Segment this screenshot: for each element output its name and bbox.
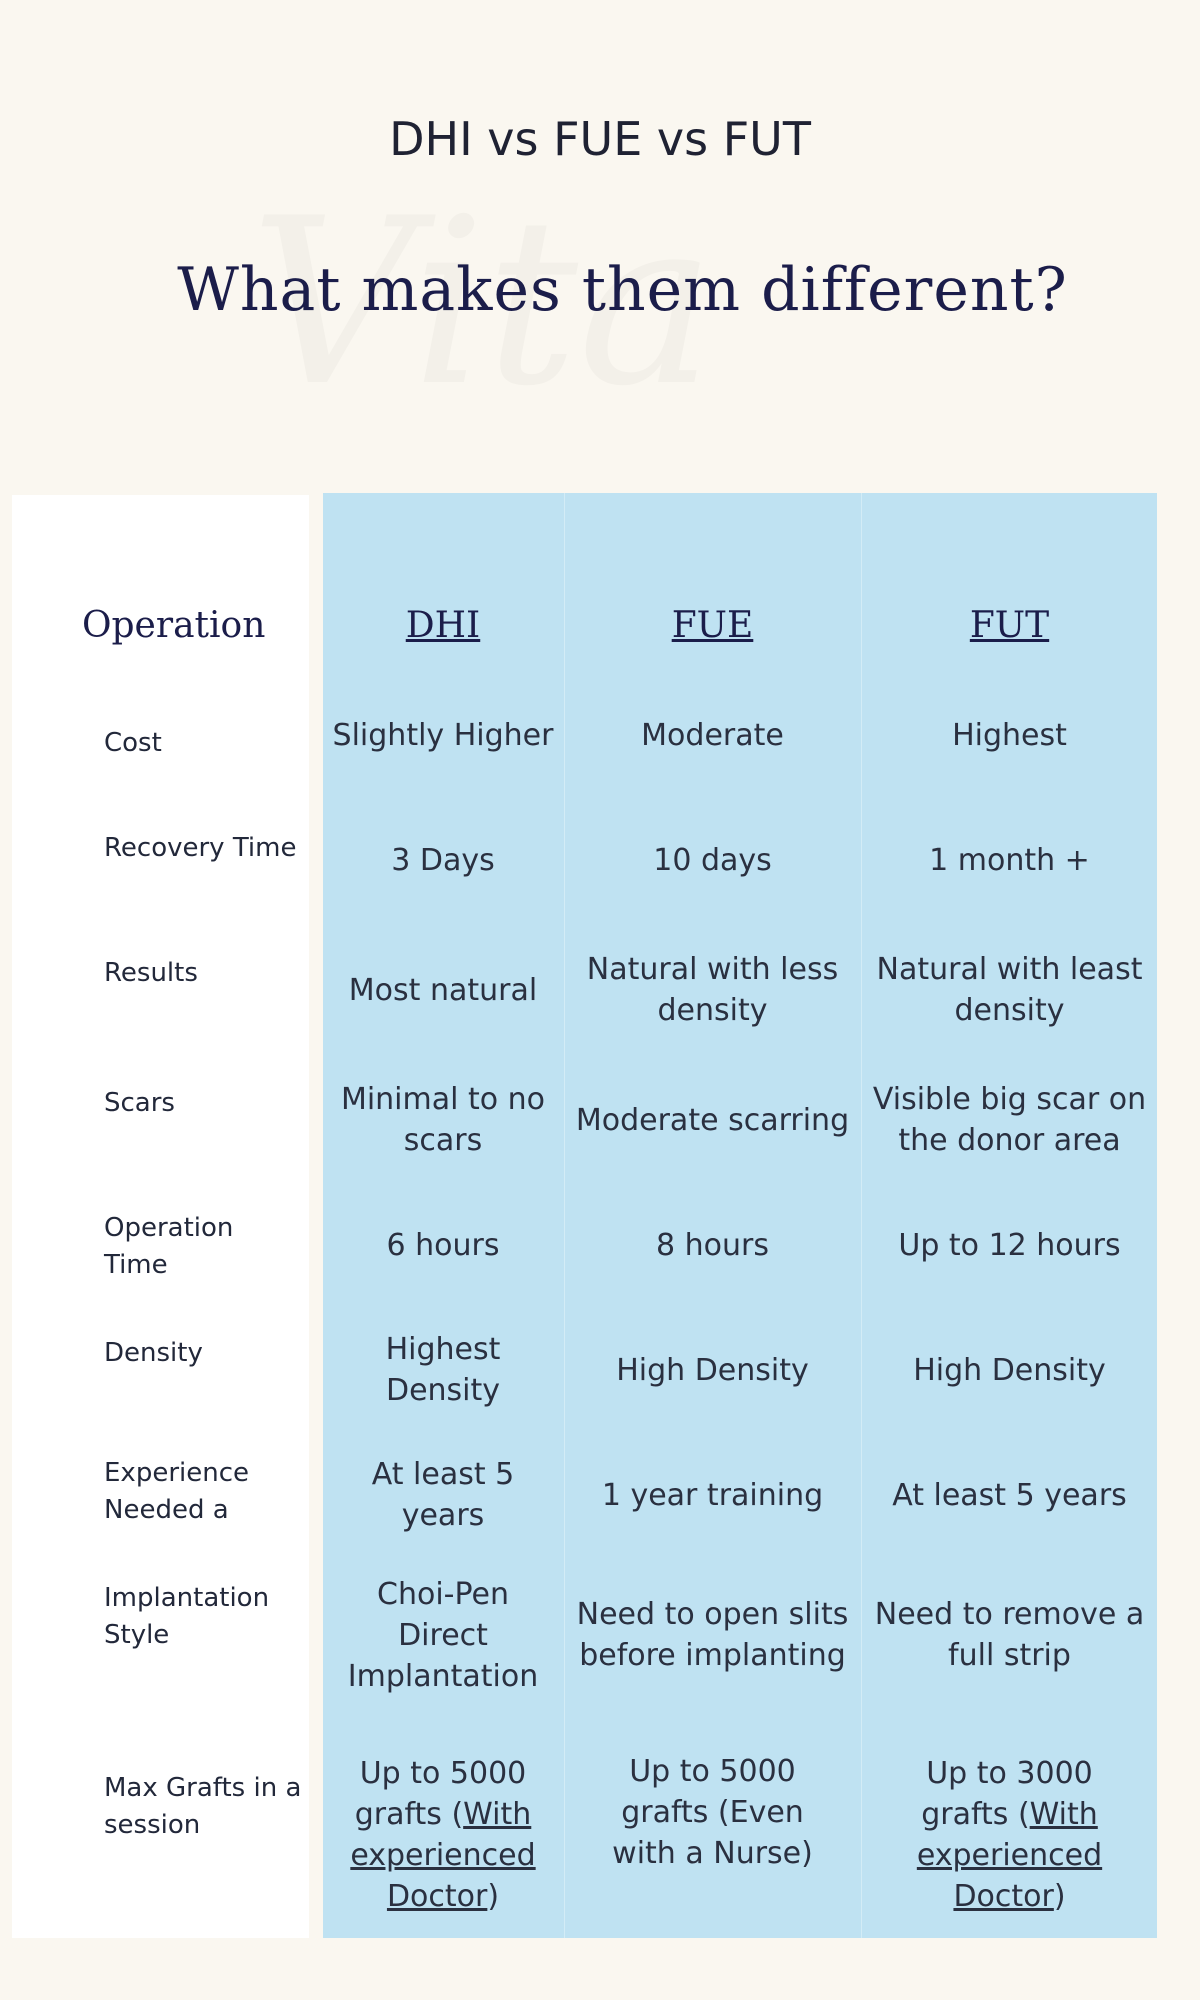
table-cell xyxy=(565,705,860,765)
cell-text: 1 year training xyxy=(601,1477,824,1513)
row-label: Results xyxy=(104,958,198,988)
row-label: Max Grafts in a session xyxy=(104,1773,302,1840)
table-cell xyxy=(862,705,1157,765)
cell-text: Choi-Pen Direct Implantation xyxy=(347,1576,539,1694)
table-cell xyxy=(323,1750,563,1920)
table-cell xyxy=(323,1445,563,1545)
cell-text: Natural with less density xyxy=(586,952,839,1028)
row-label: Experience Needed a xyxy=(104,1458,249,1525)
table-cell xyxy=(323,820,563,900)
table-cell xyxy=(862,1325,1157,1415)
cell-text: At least 5 years xyxy=(892,1477,1127,1513)
cell-text: 3 Days xyxy=(391,842,495,878)
table-cell xyxy=(565,1570,860,1700)
table-cell xyxy=(565,1200,860,1290)
cell-text: Up to 5000 grafts (Even with a Nurse) xyxy=(612,1754,813,1871)
table-cell xyxy=(862,1200,1157,1290)
table-cell xyxy=(565,1445,860,1545)
table-cell xyxy=(323,1075,563,1165)
cell-text: High Density xyxy=(616,1352,809,1388)
cell-text: ) xyxy=(487,1879,500,1914)
cell-text: Minimal to no scars xyxy=(340,1082,546,1158)
operation-header: Operation xyxy=(82,605,266,646)
table-cell xyxy=(862,1075,1157,1165)
column-header-dhi[interactable]: DHI xyxy=(405,605,481,646)
experienced-doctor-link[interactable]: With experienced Doctor xyxy=(916,1797,1103,1914)
row-label: Density xyxy=(104,1338,203,1368)
column-header-fut[interactable]: FUT xyxy=(969,605,1050,646)
cell-text: Up to 12 hours xyxy=(898,1227,1121,1263)
cell-text: Moderate xyxy=(641,717,784,753)
cell-text: Natural with least density xyxy=(876,952,1143,1028)
table-cell xyxy=(323,705,563,765)
table-cell xyxy=(862,945,1157,1035)
cell-text: 6 hours xyxy=(386,1227,500,1263)
table-cell xyxy=(565,1075,860,1165)
cell-text: Up to 5000 grafts ( xyxy=(354,1756,527,1832)
cell-text: Slightly Higher xyxy=(332,717,554,753)
cell-text: ) xyxy=(1053,1879,1066,1914)
cell-text: Visible big scar on the donor area xyxy=(872,1082,1147,1158)
cell-text: Highest Density xyxy=(385,1332,501,1408)
table-cell xyxy=(565,1325,860,1415)
cell-text: Moderate scarring xyxy=(575,1102,850,1138)
table-cell xyxy=(565,1750,860,1920)
cell-text: High Density xyxy=(913,1352,1106,1388)
row-label: Scars xyxy=(104,1088,175,1118)
row-label: Implantation Style xyxy=(104,1583,270,1650)
row-label: Operation Time xyxy=(104,1213,234,1280)
table-cell xyxy=(323,945,563,1035)
cell-text: Need to open slits before implanting xyxy=(576,1597,849,1673)
table-cell xyxy=(862,820,1157,900)
row-label: Cost xyxy=(104,728,162,758)
page-subtitle: DHI vs FUE vs FUT xyxy=(389,112,811,166)
cell-text: 1 month + xyxy=(929,842,1090,878)
table-cell xyxy=(862,1750,1157,1920)
table-cell xyxy=(565,820,860,900)
cell-text: Up to 3000 grafts ( xyxy=(921,1756,1093,1832)
cell-text: Need to remove a full strip xyxy=(874,1597,1145,1673)
table-cell xyxy=(862,1570,1157,1700)
cell-text: Most natural xyxy=(348,972,538,1008)
cell-text: 10 days xyxy=(653,842,772,878)
cell-text: 8 hours xyxy=(656,1227,769,1263)
cell-text: At least 5 years xyxy=(371,1457,515,1533)
table-cell xyxy=(565,945,860,1035)
table-cell xyxy=(323,1200,563,1290)
experienced-doctor-link[interactable]: With experienced Doctor xyxy=(350,1797,536,1914)
page-title: What makes them different? xyxy=(177,255,1068,325)
cell-text: Highest xyxy=(952,717,1067,753)
table-cell xyxy=(323,1570,563,1700)
row-label: Recovery Time xyxy=(104,833,297,863)
column-header-fue[interactable]: FUE xyxy=(671,605,754,646)
table-cell xyxy=(862,1445,1157,1545)
table-cell xyxy=(323,1325,563,1415)
